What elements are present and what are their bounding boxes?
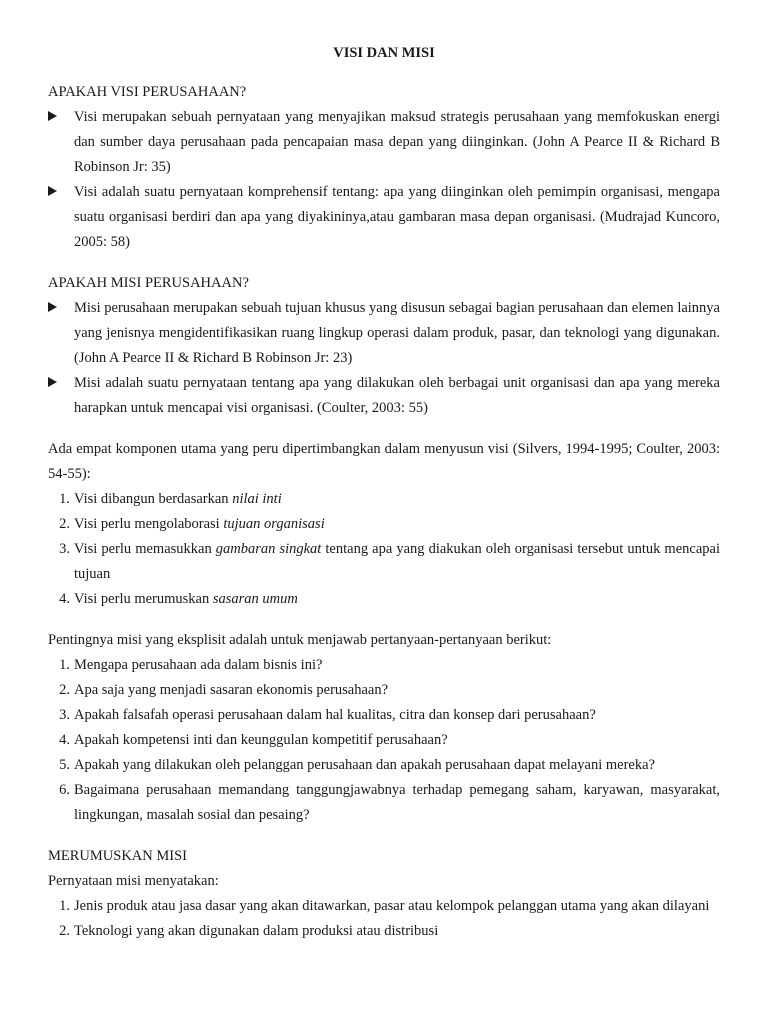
pentingnya-text: Mengapa perusahaan ada dalam bisnis ini?	[74, 657, 323, 673]
list-number: 5.	[59, 757, 70, 773]
komponen-item	[48, 487, 720, 512]
merumuskan-list	[48, 894, 720, 944]
pentingnya-text: Apakah falsafah operasi perusahaan dalam hal kualitas, citra dan konsep dari perusahaan?	[74, 707, 596, 723]
pentingnya-text: Bagaimana perusahaan memandang tanggungjawabnya terhadap pemegang saham, karyawan, masyarakat, lingkungan, masalah sosial dan pesaing?	[74, 782, 720, 823]
pentingnya-list	[48, 653, 720, 828]
list-number: 2.	[59, 682, 70, 698]
pentingnya-intro: Pentingnya misi yang eksplisit adalah untuk menjawab pertanyaan-pertanyaan berikut:	[48, 632, 552, 648]
merumuskan-text: Jenis produk atau jasa dasar yang akan ditawarkan, pasar atau kelompok pelanggan utama yang akan dilayani	[74, 898, 710, 914]
list-number: 3.	[59, 707, 70, 723]
komponen-text: Visi dibangun berdasarkan	[74, 491, 233, 507]
misi-point-text: Misi adalah suatu pernyataan tentang apa yang dilakukan oleh berbagai unit organisasi dan apa yang mereka harapkan untuk mencapai visi organisasi. (Coulter, 2003: 55)	[74, 375, 720, 416]
komponen-text-tail: tentang apa yang diakukan oleh organisasi tersebut untuk mencapai tujuan	[74, 541, 720, 582]
list-number: 4.	[59, 732, 70, 748]
pentingnya-item	[48, 728, 720, 753]
visi-point	[48, 105, 720, 180]
komponen-item	[48, 537, 720, 587]
komponen-item	[48, 512, 720, 537]
komponen-text: Visi perlu merumuskan	[74, 591, 213, 607]
merumuskan-item	[48, 919, 720, 944]
arrow-bullet-icon	[48, 180, 70, 205]
pentingnya-item	[48, 753, 720, 778]
komponen-emphasis: nilai inti	[232, 491, 282, 507]
visi-point-text: Visi adalah suatu pernyataan komprehensif tentang: apa yang diinginkan oleh pemimpin organisasi, mengapa suatu organisasi berdiri dan apa yang diyakininya,atau gambaran masa depan organisasi. (Mudrajad Kuncoro, 2005: 58)	[74, 184, 720, 250]
document-title: VISI DAN MISI	[333, 45, 435, 61]
komponen-text: Visi perlu mengolaborasi	[74, 516, 224, 532]
visi-point-text: Visi merupakan sebuah pernyataan yang menyajikan maksud strategis perusahaan yang memfokuskan energi dan sumber daya perusahaan pada pencapaian masa depan yang diinginkan. (John A Pearce II & Richard B Robinson Jr: 35)	[74, 109, 720, 175]
visi-heading: APAKAH VISI PERUSAHAAN?	[48, 84, 247, 100]
merumuskan-intro: Pernyataan misi menyatakan:	[48, 873, 219, 889]
pentingnya-item	[48, 678, 720, 703]
misi-point-text: Misi perusahaan merupakan sebuah tujuan khusus yang disusun sebagai bagian perusahaan dan elemen lainnya yang jenisnya mengidentifikasikan ruang lingkup operasi dalam produk, pasar, dan teknologi yang digunakan. (John A Pearce II & Richard B Robinson Jr: 23)	[74, 300, 720, 366]
visi-point	[48, 180, 720, 255]
merumuskan-text: Teknologi yang akan digunakan dalam produksi atau distribusi	[74, 923, 439, 939]
misi-point	[48, 371, 720, 421]
pentingnya-item	[48, 778, 720, 828]
komponen-intro: Ada empat komponen utama yang peru dipertimbangkan dalam menyusun visi (Silvers, 1994-1995; Coulter, 2003: 54-55):	[48, 441, 720, 482]
list-number: 6.	[59, 782, 70, 798]
pentingnya-text: Apakah kompetensi inti dan keunggulan kompetitif perusahaan?	[74, 732, 448, 748]
arrow-bullet-icon	[48, 296, 70, 321]
merumuskan-heading: MERUMUSKAN MISI	[48, 848, 187, 864]
list-number: 4.	[59, 591, 70, 607]
misi-heading: APAKAH MISI PERUSAHAAN?	[48, 275, 249, 291]
misi-list	[48, 296, 720, 421]
list-number: 2.	[59, 516, 70, 532]
pentingnya-text: Apakah yang dilakukan oleh pelanggan perusahaan dan apakah perusahaan dapat melayani mereka?	[74, 757, 655, 773]
arrow-bullet-icon	[48, 371, 70, 396]
pentingnya-item	[48, 653, 720, 678]
misi-point	[48, 296, 720, 371]
komponen-list	[48, 487, 720, 612]
list-number: 1.	[59, 657, 70, 673]
list-number: 3.	[59, 541, 70, 557]
visi-list	[48, 105, 720, 255]
pentingnya-item	[48, 703, 720, 728]
merumuskan-item	[48, 894, 720, 919]
komponen-emphasis: gambaran singkat	[215, 541, 322, 557]
list-number: 1.	[59, 898, 70, 914]
komponen-emphasis: tujuan organisasi	[223, 516, 325, 532]
komponen-emphasis: sasaran umum	[212, 591, 298, 607]
komponen-item	[48, 587, 720, 612]
list-number: 1.	[59, 491, 70, 507]
list-number: 2.	[59, 923, 70, 939]
arrow-bullet-icon	[48, 105, 70, 130]
komponen-text: Visi perlu memasukkan	[74, 541, 216, 557]
pentingnya-text: Apa saja yang menjadi sasaran ekonomis perusahaan?	[74, 682, 389, 698]
